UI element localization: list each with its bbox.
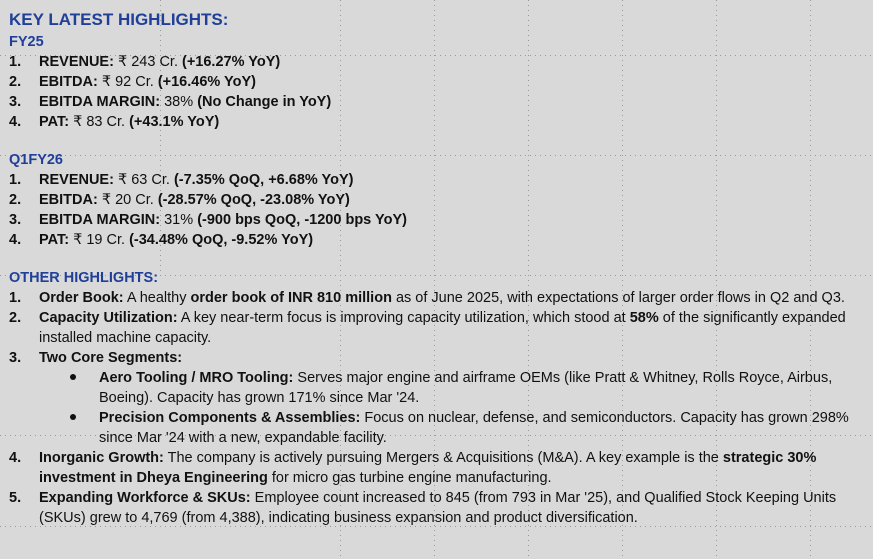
item-text: A key near-term focus is improving capacity utilization, which stood at — [177, 310, 630, 326]
list-item — [9, 190, 865, 210]
metric-label: EBITDA: — [39, 192, 98, 208]
metric-change: (-7.35% QoQ, +6.68% YoY) — [173, 172, 354, 188]
metric-label: EBITDA MARGIN: — [39, 94, 161, 110]
metric-change: (-28.57% QoQ, -23.08% YoY) — [157, 192, 350, 208]
list-item — [9, 170, 865, 190]
list-item — [9, 230, 865, 250]
item-number: 1. — [9, 172, 22, 188]
item-number: 5. — [9, 490, 22, 506]
item-number: 3. — [9, 212, 22, 228]
list-item — [9, 92, 865, 112]
item-number: 4. — [9, 114, 22, 130]
metric-label: REVENUE: — [39, 54, 114, 70]
list-item — [9, 72, 865, 92]
metric-change: (-900 bps QoQ, -1200 bps YoY) — [197, 212, 407, 228]
item-number: 1. — [9, 54, 22, 70]
item-label: Precision Components & Assemblies: — [99, 410, 361, 426]
metric-change: (No Change in YoY) — [197, 94, 332, 110]
list-item-capacity — [9, 308, 865, 348]
item-text: as of June 2025, with expectations of larger order flows in Q2 and Q3. — [391, 290, 845, 306]
highlights-panel — [9, 8, 865, 528]
item-emphasis: strategic 30% investment in Dheya Engineering — [39, 450, 817, 486]
item-number: 2. — [9, 74, 22, 90]
list-item — [9, 112, 865, 132]
metric-change: (+43.1% YoY) — [129, 114, 220, 130]
list-item-order-book — [9, 288, 865, 308]
item-number: 4. — [9, 232, 22, 248]
item-label: Capacity Utilization: — [39, 310, 178, 326]
list-item-workforce — [9, 488, 865, 528]
item-label: Aero Tooling / MRO Tooling: — [99, 370, 294, 386]
item-label: Expanding Workforce & SKUs: — [39, 490, 251, 506]
sub-list-item — [9, 368, 865, 408]
metric-label: PAT: — [39, 114, 70, 130]
sub-list-item — [9, 408, 865, 448]
list-item — [9, 52, 865, 72]
metric-label: REVENUE: — [39, 172, 114, 188]
metric-label: PAT: — [39, 232, 70, 248]
item-text: A healthy — [123, 290, 191, 306]
other-highlights-list — [9, 288, 865, 528]
metric-value: ₹ 243 Cr. — [113, 54, 182, 70]
metric-label: EBITDA MARGIN: — [39, 212, 161, 228]
item-text: for micro gas turbine engine manufacturing. — [267, 470, 552, 486]
metric-change: (+16.27% YoY) — [182, 54, 281, 70]
item-label: Order Book: — [39, 290, 124, 306]
list-item-segments — [9, 348, 865, 368]
metric-label: EBITDA: — [39, 74, 98, 90]
metric-value: 38% — [160, 94, 198, 110]
metric-value: ₹ 19 Cr. — [69, 232, 130, 248]
item-number: 4. — [9, 450, 22, 466]
metric-value: ₹ 63 Cr. — [113, 172, 174, 188]
q1fy26-list — [9, 170, 865, 250]
list-item-inorganic — [9, 448, 865, 488]
metric-value: ₹ 92 Cr. — [97, 74, 158, 90]
metric-value: ₹ 83 Cr. — [69, 114, 130, 130]
bullet-icon — [69, 408, 99, 448]
q1fy26-heading: Q1FY26 — [9, 152, 63, 168]
item-number: 1. — [9, 290, 22, 306]
item-number: 2. — [9, 192, 22, 208]
item-label: Inorganic Growth: — [39, 450, 164, 466]
list-item — [9, 210, 865, 230]
item-emphasis: order book of INR 810 million — [190, 290, 392, 306]
item-text: Employee count increased to 845 (from 793 in Mar '25), and Qualified Stock Keeping Units (SKUs) grew to 4,769 (from 4,388), indicating business expansion and product diversification. — [39, 490, 841, 526]
item-number: 3. — [9, 94, 22, 110]
item-text: The company is actively pursuing Mergers & Acquisitions (M&A). A key example is the — [163, 450, 723, 466]
metric-change: (-34.48% QoQ, -9.52% YoY) — [129, 232, 314, 248]
item-text: Serves major engine and airframe OEMs (like Pratt & Whitney, Rolls Royce, Airbus, Boeing). Capacity has grown 171% since Mar '24. — [99, 370, 837, 406]
fy25-heading: FY25 — [9, 34, 44, 50]
page-title: KEY LATEST HIGHLIGHTS: — [9, 10, 229, 29]
other-highlights-heading: OTHER HIGHLIGHTS: — [9, 270, 159, 286]
fy25-list — [9, 52, 865, 132]
item-number: 3. — [9, 350, 22, 366]
metric-value: ₹ 20 Cr. — [97, 192, 158, 208]
metric-change: (+16.46% YoY) — [157, 74, 257, 90]
item-number: 2. — [9, 310, 22, 326]
metric-value: 31% — [160, 212, 198, 228]
item-label: Two Core Segments: — [39, 350, 183, 366]
item-text: Focus on nuclear, defense, and semiconductors. Capacity has grown 298% since Mar '24 with a new, expandable facility. — [99, 410, 853, 446]
bullet-icon — [69, 368, 99, 408]
item-text: of the significantly expanded installed machine capacity. — [39, 310, 850, 346]
item-emphasis: 58% — [629, 310, 659, 326]
